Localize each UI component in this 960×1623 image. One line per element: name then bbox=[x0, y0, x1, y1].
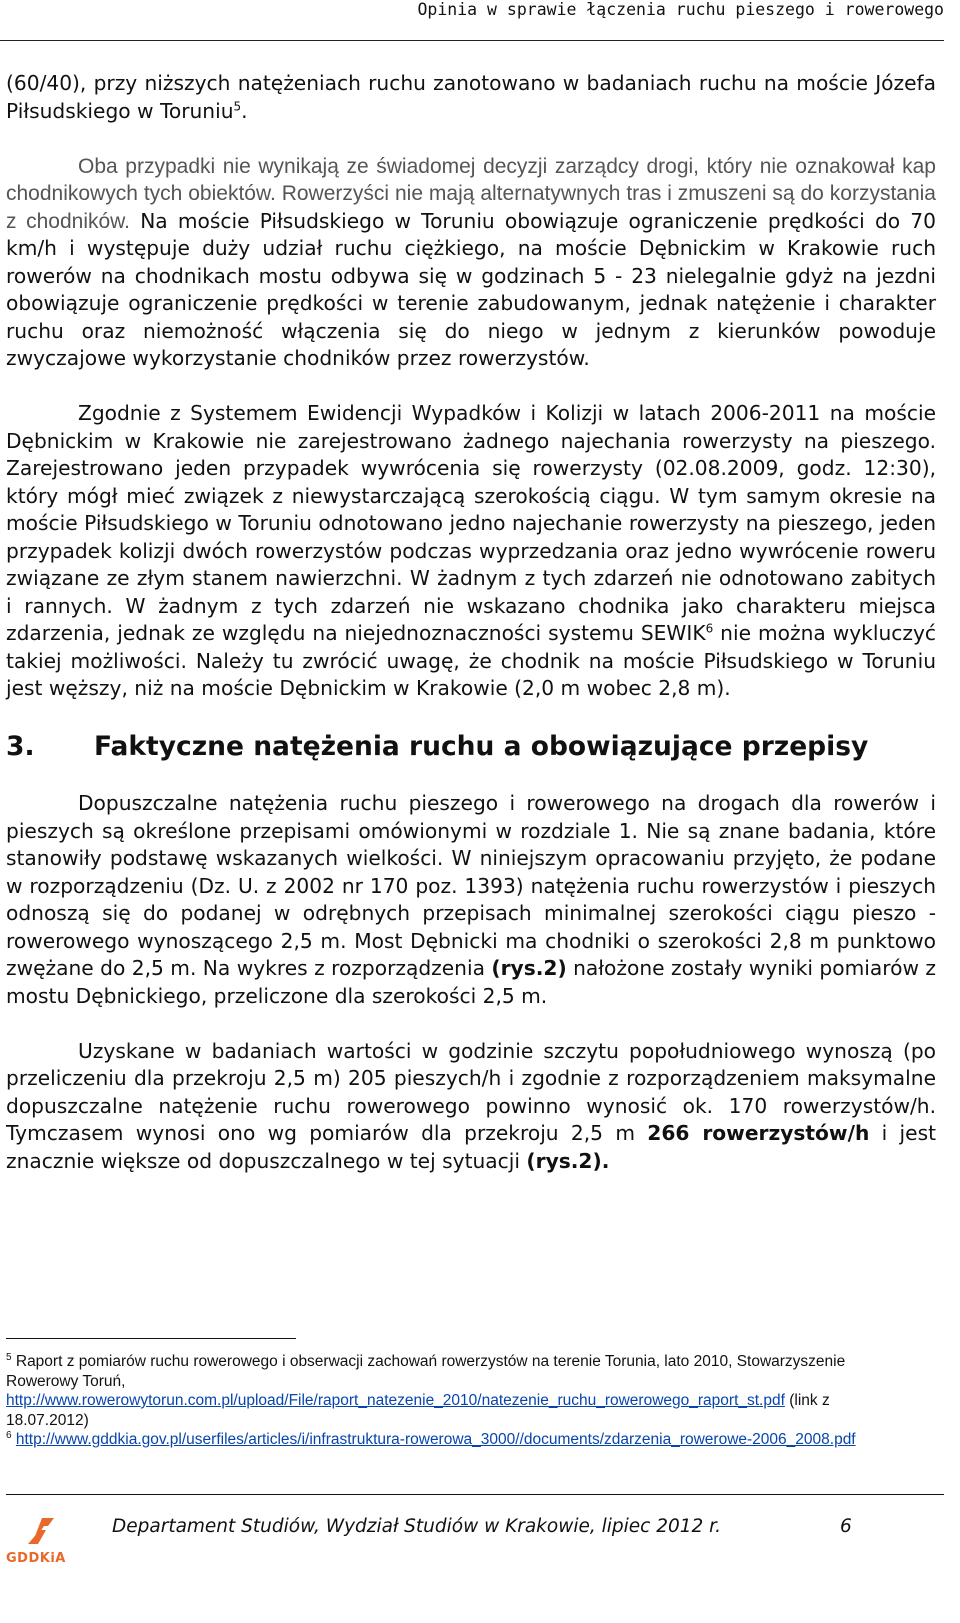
footnote-number: 6 bbox=[6, 1429, 12, 1441]
footnote-6-link[interactable]: http://www.gddkia.gov.pl/userfiles/articles/i/infrastruktura-rowerowa_3000//documents/zdarzenia_rowerowe-2006_2008.pdf bbox=[15, 1431, 856, 1448]
paragraph-5 bbox=[6, 1038, 936, 1176]
running-title: Opinia w sprawie łączenia ruchu pieszego i rowerowego bbox=[417, 0, 944, 19]
footnote-5-text: Raport z pomiarów ruchu rowerowego i obserwacji zachowań rowerzystów na terenie Torunia, lato 2010, Stowarzyszenie Rowerowy Toruń, bbox=[6, 1353, 846, 1390]
paragraph-5-text-a: Uzyskane w badaniach wartości w godzinie szczytu popołudniowego wynoszą (po przeliczeniu dla przekroju 2,5 m) 205 pieszych/h i zgodnie z rozporządzeniem maksymalne dopuszczalne natężenie ruchu rowerowego powinno wynosić ok. 170 rowerzystów/h. Tymczasem wynosi ono wg pomiarów dla przekroju 2,5 m bbox=[6, 1038, 936, 1145]
paragraph-1-end: . bbox=[241, 98, 248, 123]
footnote-separator bbox=[6, 1338, 296, 1339]
paragraph-2-text-b: Na moście Piłsudskiego w Toruniu obowiązuje ograniczenie prędkości do 70 km/h i występuje duży udział ruchu ciężkiego, na moście Dębnickim w Krakowie ruch rowerów na chodnikach mostu odbywa się w godzinach 5 - 23 nielegalnie gdyż na jezdni obowiązuje ograniczenie prędkości w terenie zabudowanym, jednak natężenie i charakter ruchu oraz niemożność włączenia się do niego w jednym z kierunków powoduje zwyczajowe wykorzystanie chodników przez rowerzystów. bbox=[6, 208, 936, 370]
paragraph-5-text-b: i jest znacznie większe od dopuszczalnego w tej sytuacji bbox=[6, 1121, 937, 1173]
gddkia-logo bbox=[2, 1514, 82, 1570]
paragraph-4-text-b: nałożone zostały wyniki pomiarów z mostu Dębnickiego, przeliczone dla szerokości 2,5 m. bbox=[6, 956, 936, 1008]
paragraph-2-text-a: Oba przypadki nie wynikają ze świadomej decyzji zarządcy drogi, który nie oznakował kap chodnikowych tych obiektów. Rowerzyści nie mają alternatywnych tras i zmuszeni są do korzystania z chodników. bbox=[6, 154, 936, 233]
page-number: 6 bbox=[840, 1516, 852, 1537]
footnote-number: 5 bbox=[6, 1351, 12, 1363]
footnote-ref-6[interactable]: 6 bbox=[705, 621, 714, 636]
figure-ref: (rys.2) bbox=[491, 956, 567, 980]
logo-text: GDDKiA bbox=[6, 1551, 66, 1566]
paragraph-3-text-a: Zgodnie z Systemem Ewidencji Wypadków i Kolizji w latach 2006-2011 na moście Dębnickim w Krakowie nie zarejestrowano żadnego najechania rowerzysty na pieszego. Zarejestrowano jeden przypadek wywrócenia się rowerzysty (02.08.2009, godz. 12:30), który mógł mieć związek z niewystarczającą szerokością ciągu. W tym samym okresie na moście Piłsudskiego w Toruniu odnotowano jedno najechanie rowerzysty na pieszego, jeden przypadek kolizji dwóch rowerzystów podczas wyprzedzania oraz jedno wywrócenie roweru związane ze złym stanem nawierzchni. W żadnym z tych zdarzeń nie odnotowano zabitych i rannych. W żadnym z tych zdarzeń nie wskazano chodnika jako charakteru miejsca zdarzenia, jednak ze względu na niejednoznaczności systemu SEWIK bbox=[6, 401, 936, 645]
footnote-6 bbox=[6, 1430, 916, 1450]
paragraph-3-text-b: nie można wykluczyć takiej możliwości. Należy tu zwrócić uwagę, że chodnik na moście Piłsudskiego w Toruniu jest węższy, niż na moście Dębnickim w Krakowie (2,0 m wobec 2,8 m). bbox=[6, 621, 936, 700]
footnote-5-date: (link z 18.07.2012) bbox=[6, 1392, 830, 1429]
footnotes bbox=[6, 1352, 916, 1450]
paragraph-1 bbox=[6, 70, 936, 125]
document-body bbox=[6, 70, 936, 1203]
paragraph-4 bbox=[6, 790, 936, 1010]
footnote-5-link[interactable]: http://www.rowerowytorun.com.pl/upload/File/raport_natezenie_2010/natezenie_ruchu_rowerowego_raport_st.pdf bbox=[6, 1392, 785, 1409]
paragraph-2 bbox=[6, 153, 936, 373]
footer-text: Departament Studiów, Wydział Studiów w Krakowie, lipiec 2012 r. bbox=[112, 1516, 721, 1537]
bold-value: 266 rowerzystów/h bbox=[647, 1121, 870, 1145]
footer-separator bbox=[6, 1494, 944, 1495]
paragraph-1-text: (60/40), przy niższych natężeniach ruchu zanotowano w badaniach ruchu na moście Józefa Piłsudskiego w Toruniu bbox=[6, 71, 936, 123]
footnote-ref-5[interactable]: 5 bbox=[233, 98, 242, 113]
section-title: Faktyczne natężenia ruchu a obowiązujące przepisy bbox=[94, 731, 869, 762]
logo-mark-icon bbox=[24, 1514, 58, 1548]
section-heading bbox=[6, 730, 936, 764]
running-header bbox=[0, 0, 944, 41]
figure-ref: (rys.2). bbox=[526, 1148, 610, 1173]
paragraph-3 bbox=[6, 400, 936, 703]
paragraph-4-text-a: Dopuszczalne natężenia ruchu pieszego i rowerowego na drogach dla rowerów i pieszych są określone przepisami omówionymi w rozdziale 1. Nie są znane badania, które stanowiły podstawę wskazanych wielkości. W niniejszym opracowaniu przyjęto, że podane w rozporządzeniu (Dz. U. z 2002 nr 170 poz. 1393) natężenia ruchu rowerzystów i pieszych odnoszą się do podanej w odrębnych przepisach minimalnej szerokości ciągu pieszo - rowerowego wynoszącego 2,5 m. Most Dębnicki ma chodniki o szerokości 2,8 m punktowo zwężane do 2,5 m. Na wykres z rozporządzenia bbox=[6, 791, 936, 980]
footnote-5 bbox=[6, 1352, 916, 1430]
section-number: 3. bbox=[6, 731, 35, 762]
